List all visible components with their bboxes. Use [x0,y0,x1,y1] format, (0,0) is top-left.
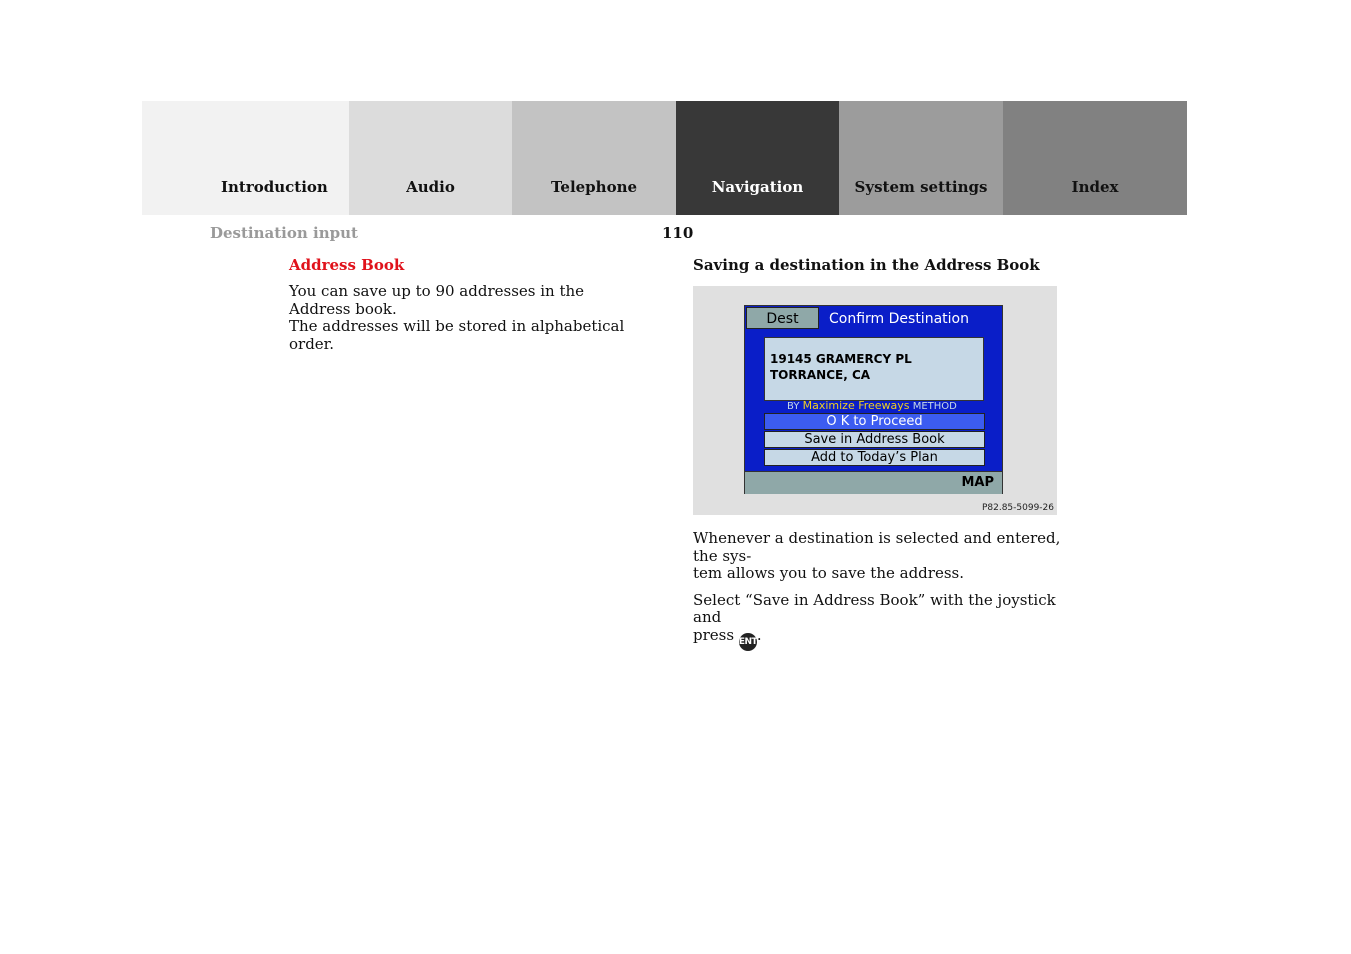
screen-title: Confirm Destination [829,311,969,327]
method-by: BY [787,401,800,412]
tab-index-label: Index [1071,178,1119,196]
tab-telephone[interactable] [512,101,676,215]
address-line-2: TORRANCE, CA [770,368,871,382]
chapter-tabs [142,101,1187,215]
section-title: Destination input [210,224,358,242]
left-column [289,256,649,353]
ok-to-proceed-button[interactable]: O K to Proceed [764,413,985,430]
save-instruction-line-1: Select “Save in Address Book” with the joystick and [693,590,1056,626]
address-book-heading: Address Book [289,256,405,274]
route-method [787,400,957,413]
method-mode: Maximize Freeways [802,399,910,412]
tab-navigation[interactable] [676,101,839,215]
save-in-address-book-button[interactable]: Save in Address Book [764,431,985,448]
dest-tab[interactable]: Dest [746,307,819,329]
save-instruction-press: press [693,625,739,644]
figure-code: P82.85-5099-26 [981,503,1054,513]
description-line-1: You can save up to 90 addresses in the Address book. [289,282,585,318]
tab-audio[interactable] [349,101,512,215]
tab-index[interactable] [1003,101,1187,215]
saving-heading: Saving a destination in the Address Book [693,256,1040,274]
ent-button-icon: ENT [739,633,757,651]
save-instruction [693,592,1065,651]
tab-navigation-label: Navigation [711,178,804,196]
page-number: 110 [662,224,694,242]
tab-system-settings[interactable] [839,101,1003,215]
description-line-2: The addresses will be stored in alphabetical order. [289,317,625,353]
tab-audio-label: Audio [406,178,455,196]
map-button[interactable]: MAP [961,475,994,490]
address-book-description [289,283,649,353]
add-to-todays-plan-button[interactable]: Add to Today’s Plan [764,449,985,466]
tab-introduction-label: Introduction [221,178,328,196]
tab-telephone-label: Telephone [550,178,638,196]
method-label: METHOD [912,401,957,412]
address-box [764,337,984,401]
save-description [693,530,1065,583]
save-instruction-end: . [756,625,762,644]
right-column [693,256,1065,651]
screen-bottom-bar [745,471,1002,494]
save-description-line-1: Whenever a destination is selected and entered, the sys- [693,529,1061,565]
address-line-1: 19145 GRAMERCY PL [770,352,912,366]
tab-system-settings-label: System settings [854,178,988,196]
navigation-screen [744,305,1003,494]
tab-introduction[interactable] [142,101,349,215]
save-description-line-2: tem allows you to save the address. [693,564,964,582]
screen-figure [693,286,1057,515]
